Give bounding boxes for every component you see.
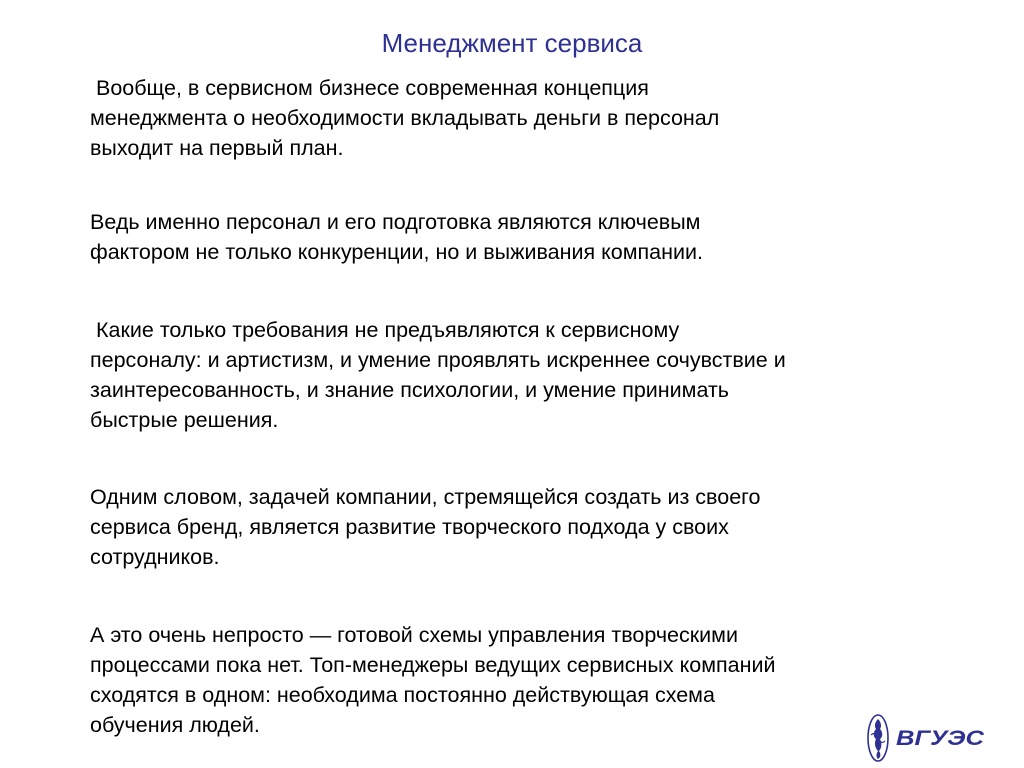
logo-emblem-icon — [868, 715, 888, 761]
slide-body — [90, 73, 950, 740]
paragraph-1: Вообще, в сервисном бизнесе современная концепция менеджмента о необходимости вкладывать деньги в персонал выходит на первый план. — [90, 76, 720, 160]
university-logo — [864, 712, 988, 764]
paragraph-4: Одним словом, задачей компании, стремящейся создать из своего сервиса бренд, является развитие творческого подхода у своих сотрудников. — [90, 485, 761, 569]
paragraph-3: Какие только требования не предъявляются к сервисному персоналу: и артистизм, и умение проявлять искреннее сочувствие и заинтересованность, и знание психологии, и умение принимать быстрые решения. — [90, 318, 786, 432]
slide-title: Менеджмент сервиса — [381, 28, 643, 58]
paragraph-5: А это очень непросто — готовой схемы управления творческими процессами пока нет. Топ-менеджеры ведущих сервисных компаний сходятся в одном: необходима постоянно действующая схема обучения людей. — [90, 623, 776, 737]
logo-text: ВГУЭС — [896, 727, 986, 750]
paragraph-2: Ведь именно персонал и его подготовка являются ключевым фактором не только конкуренции, но и выживания компании. — [90, 210, 703, 264]
